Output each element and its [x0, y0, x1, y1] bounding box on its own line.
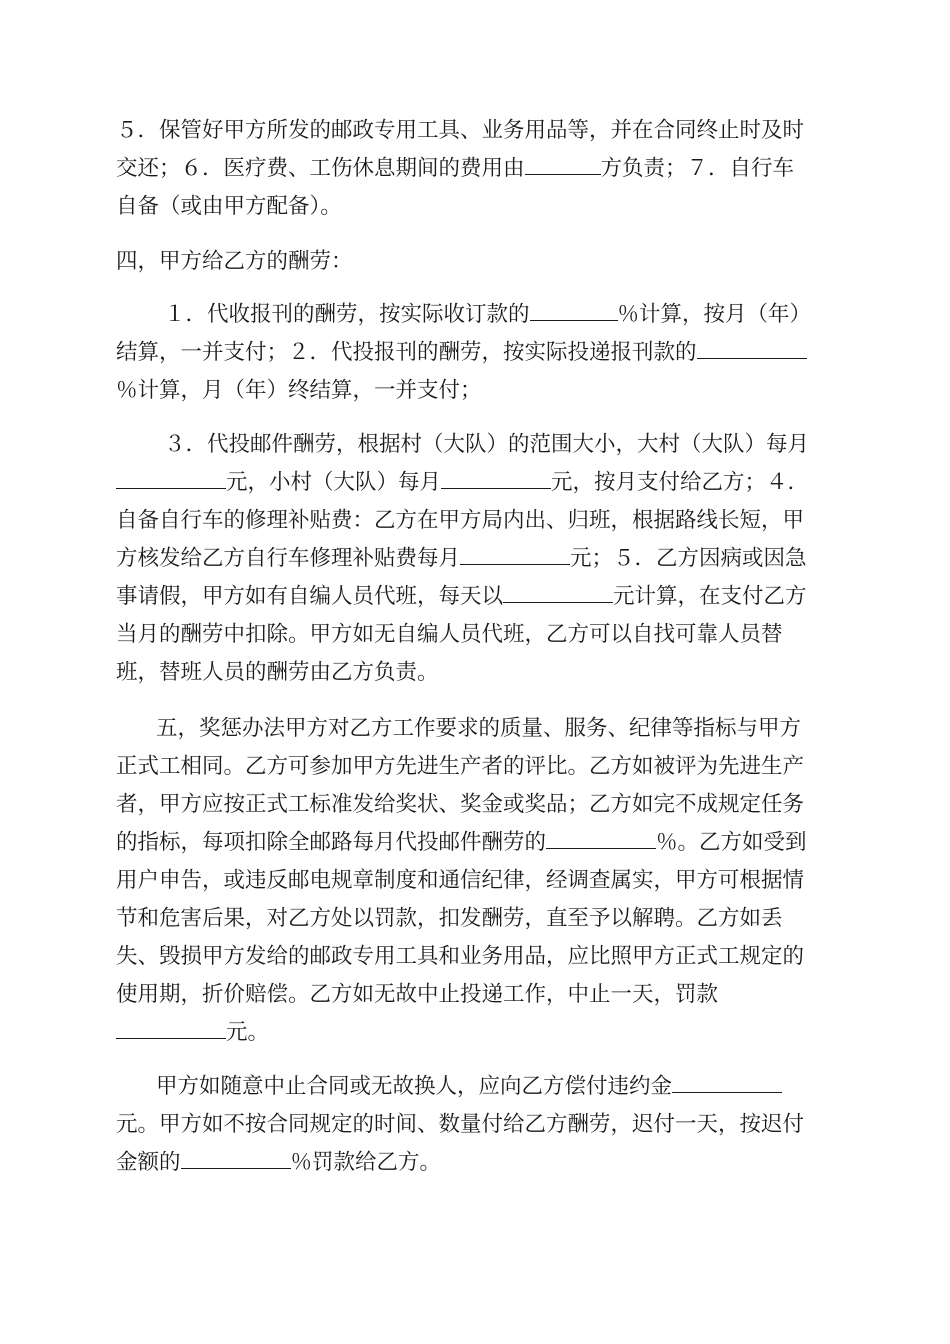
text-segment: 元计算，在支付乙方 — [613, 584, 807, 609]
text-line: 者，甲方应按正式工标准发给奖状、奖金或奖品；乙方如完不成规定任务 — [116, 792, 805, 817]
text-line: ３．代投邮件酬劳，根据村（大队）的范围大小，大村（大队）每月 — [164, 432, 810, 457]
section-4-heading — [116, 243, 832, 281]
text-segment: 的指标，每项扣除全邮路每月代投邮件酬劳的 — [116, 830, 547, 855]
fill-in-blank[interactable] — [525, 152, 601, 175]
text-segment: ％计算，按月（年） — [617, 302, 812, 327]
remuneration-paragraph-2 — [116, 426, 832, 692]
text-line — [116, 464, 832, 502]
fill-in-blank[interactable] — [503, 580, 613, 603]
text-segment: 结算，一并支付；２．代投报刊的酬劳，按实际投递报刊款的 — [116, 340, 697, 365]
fill-in-blank[interactable] — [460, 542, 570, 565]
text-line: 五，奖惩办法甲方对乙方工作要求的质量、服务、纪律等指标与甲方 — [156, 716, 802, 741]
text-line — [116, 824, 832, 862]
text-segment: ％罚款给乙方。 — [290, 1150, 442, 1175]
text-line — [116, 1014, 832, 1052]
text-segment: 事请假，甲方如有自编人员代班，每天以 — [116, 584, 504, 609]
text-line: 节和危害后果，对乙方处以罚款，扣发酬劳，直至予以解聘。乙方如丢 — [116, 906, 783, 931]
text-segment: 元，按月支付给乙方；４． — [551, 470, 810, 495]
text-line — [116, 1144, 832, 1182]
text-segment: 甲方如随意中止合同或无故换人，应向乙方偿付违约金 — [156, 1074, 673, 1099]
text-line: ５．保管好甲方所发的邮政专用工具、业务用品等，并在合同终止时及时 — [116, 118, 805, 143]
fill-in-blank[interactable] — [546, 826, 656, 849]
text-line — [116, 578, 832, 616]
heading-text: 四，甲方给乙方的酬劳： — [116, 249, 353, 274]
remuneration-paragraph-1 — [116, 296, 832, 410]
fill-in-blank[interactable] — [116, 466, 226, 489]
fill-in-blank[interactable] — [116, 1016, 226, 1039]
text-line — [116, 1068, 832, 1106]
clause-5-paragraph — [116, 112, 832, 226]
text-segment: 交还；６．医疗费、工伤休息期间的费用由 — [116, 156, 525, 181]
fill-in-blank[interactable] — [441, 466, 551, 489]
text-segment: 方核发给乙方自行车修理补贴费每月 — [116, 546, 461, 571]
fill-in-blank[interactable] — [672, 1070, 782, 1093]
fill-in-blank[interactable] — [697, 336, 807, 359]
text-line: 自备自行车的修理补贴费：乙方在甲方局内出、归班，根据路线长短，甲 — [116, 508, 805, 533]
text-line: 当月的酬劳中扣除。甲方如无自编人员代班，乙方可以自找可靠人员替 — [116, 622, 783, 647]
text-line — [116, 150, 832, 188]
text-line: 失、毁损甲方发给的邮政专用工具和业务用品，应比照甲方正式工规定的 — [116, 944, 805, 969]
text-line: ％计算，月（年）终结算，一并支付； — [116, 378, 482, 403]
text-line: 正式工相同。乙方可参加甲方先进生产者的评比。乙方如被评为先进生产 — [116, 754, 805, 779]
text-line — [116, 334, 832, 372]
text-line: 元。甲方如不按合同规定的时间、数量付给乙方酬劳，迟付一天，按迟付 — [116, 1112, 805, 1137]
text-line: 自备（或由甲方配备）。 — [116, 194, 342, 219]
text-line — [116, 296, 832, 334]
text-segment: １．代收报刊的酬劳，按实际收订款的 — [164, 302, 530, 327]
text-line: 用户申告，或违反邮电规章制度和通信纪律，经调查属实，甲方可根据情 — [116, 868, 805, 893]
text-segment: ％。乙方如受到 — [656, 830, 807, 855]
breach-penalty-paragraph — [116, 1068, 832, 1182]
text-segment: 元，小村（大队）每月 — [226, 470, 442, 495]
text-line — [116, 540, 832, 578]
text-segment: 元；５．乙方因病或因急 — [570, 546, 807, 571]
fill-in-blank[interactable] — [181, 1146, 291, 1169]
text-line: 班，替班人员的酬劳由乙方负责。 — [116, 660, 439, 685]
fill-in-blank[interactable] — [530, 298, 618, 321]
text-segment: 元。 — [226, 1020, 270, 1045]
text-segment: 金额的 — [116, 1150, 181, 1175]
text-line: 使用期，折价赔偿。乙方如无故中止投递工作，中止一天，罚款 — [116, 982, 719, 1007]
rewards-penalties-paragraph — [116, 710, 832, 1052]
text-segment: 方负责；７．自行车 — [600, 156, 795, 181]
